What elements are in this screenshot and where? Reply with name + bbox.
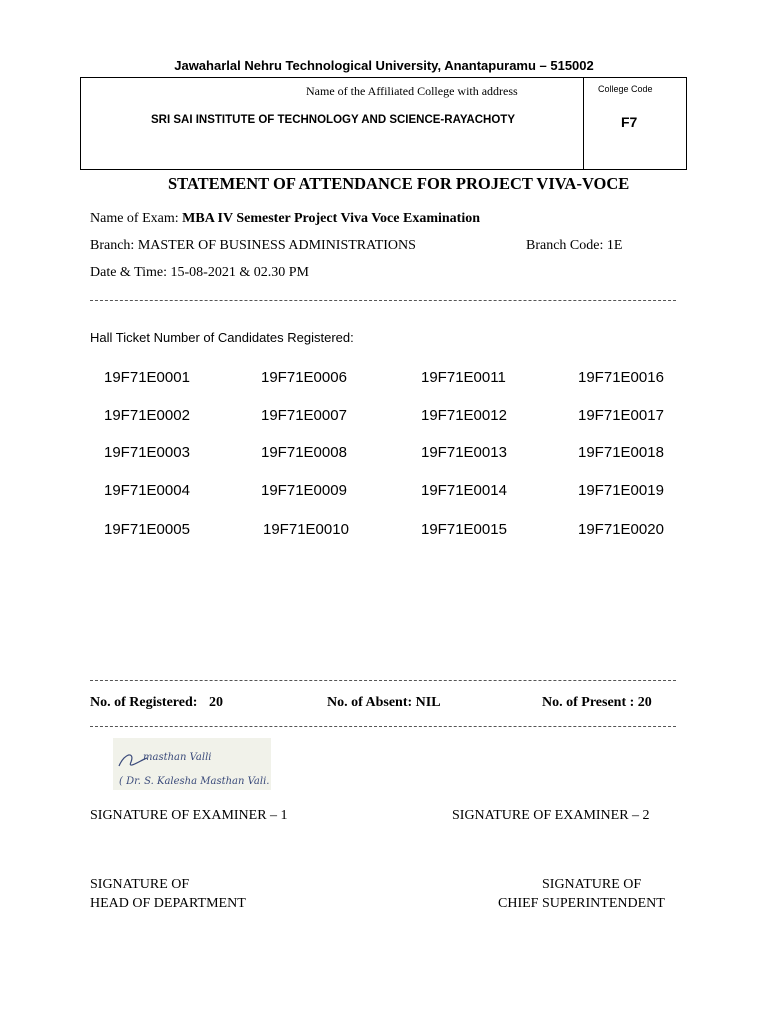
divider	[90, 726, 676, 727]
hall-ticket: 19F71E0013	[421, 444, 507, 461]
hall-tickets-label: Hall Ticket Number of Candidates Registered:	[90, 330, 354, 345]
college-code: F7	[621, 114, 638, 130]
exam-name-value: MBA IV Semester Project Viva Voce Examination	[182, 211, 481, 226]
hall-ticket: 19F71E0018	[578, 444, 664, 461]
college-header-box	[80, 77, 687, 170]
chief-signature-line1: SIGNATURE OF	[542, 877, 642, 892]
hall-ticket: 19F71E0009	[261, 482, 347, 499]
hall-ticket: 19F71E0001	[104, 369, 190, 386]
divider	[90, 300, 676, 301]
present-count: No. of Present : 20	[542, 695, 652, 710]
registered-label: No. of Registered:	[90, 695, 198, 710]
examiner-1-signature-label: SIGNATURE OF EXAMINER – 1	[90, 808, 288, 823]
branch-code: Branch Code: 1E	[526, 238, 623, 253]
svg-text:( Dr. S. Kalesha Masthan Vali.: ( Dr. S. Kalesha Masthan Vali.	[119, 776, 270, 787]
hall-ticket: 19F71E0006	[261, 369, 347, 386]
hall-ticket: 19F71E0016	[578, 369, 664, 386]
college-code-label: College Code	[598, 84, 653, 94]
hall-ticket: 19F71E0020	[578, 521, 664, 538]
hall-ticket: 19F71E0012	[421, 407, 507, 424]
hall-ticket: 19F71E0008	[261, 444, 347, 461]
registered-value: 20	[208, 695, 223, 710]
hall-ticket: 19F71E0015	[421, 521, 507, 538]
college-name: SRI SAI INSTITUTE OF TECHNOLOGY AND SCIENCE-RAYACHOTY	[151, 114, 515, 126]
hall-ticket: 19F71E0002	[104, 407, 190, 424]
absent-count: No. of Absent: NIL	[327, 695, 441, 710]
hall-ticket: 19F71E0004	[104, 482, 190, 499]
hall-ticket: 19F71E0014	[421, 482, 507, 499]
exam-name-label: Name of Exam:	[90, 211, 183, 226]
date-time: Date & Time: 15-08-2021 & 02.30 PM	[90, 265, 309, 280]
hall-ticket: 19F71E0011	[421, 369, 506, 386]
branch: Branch: MASTER OF BUSINESS ADMINISTRATIONS	[90, 238, 416, 253]
svg-text:masthan Valli: masthan Valli	[143, 752, 212, 763]
hall-ticket: 19F71E0019	[578, 482, 664, 499]
examiner-2-signature-label: SIGNATURE OF EXAMINER – 2	[452, 808, 650, 823]
registered-count	[90, 695, 223, 711]
hall-ticket: 19F71E0005	[104, 521, 190, 538]
document-title: STATEMENT OF ATTENDANCE FOR PROJECT VIVA-VOCE	[168, 174, 630, 193]
hall-ticket: 19F71E0007	[261, 407, 347, 424]
chief-signature-line2: CHIEF SUPERINTENDENT	[498, 896, 665, 911]
divider	[90, 680, 676, 681]
hall-ticket: 19F71E0003	[104, 444, 190, 461]
examiner-signature-image	[113, 738, 271, 790]
hall-ticket: 19F71E0010	[263, 521, 349, 538]
hod-signature-line2: HEAD OF DEPARTMENT	[90, 896, 246, 911]
hod-signature-line1: SIGNATURE OF	[90, 877, 190, 892]
affiliated-college-label: Name of the Affiliated College with address	[306, 84, 518, 98]
exam-name	[90, 211, 480, 227]
university-title: Jawaharlal Nehru Technological University, Anantapuramu – 515002	[174, 58, 594, 73]
header-divider	[583, 78, 584, 169]
hall-ticket: 19F71E0017	[578, 407, 664, 424]
